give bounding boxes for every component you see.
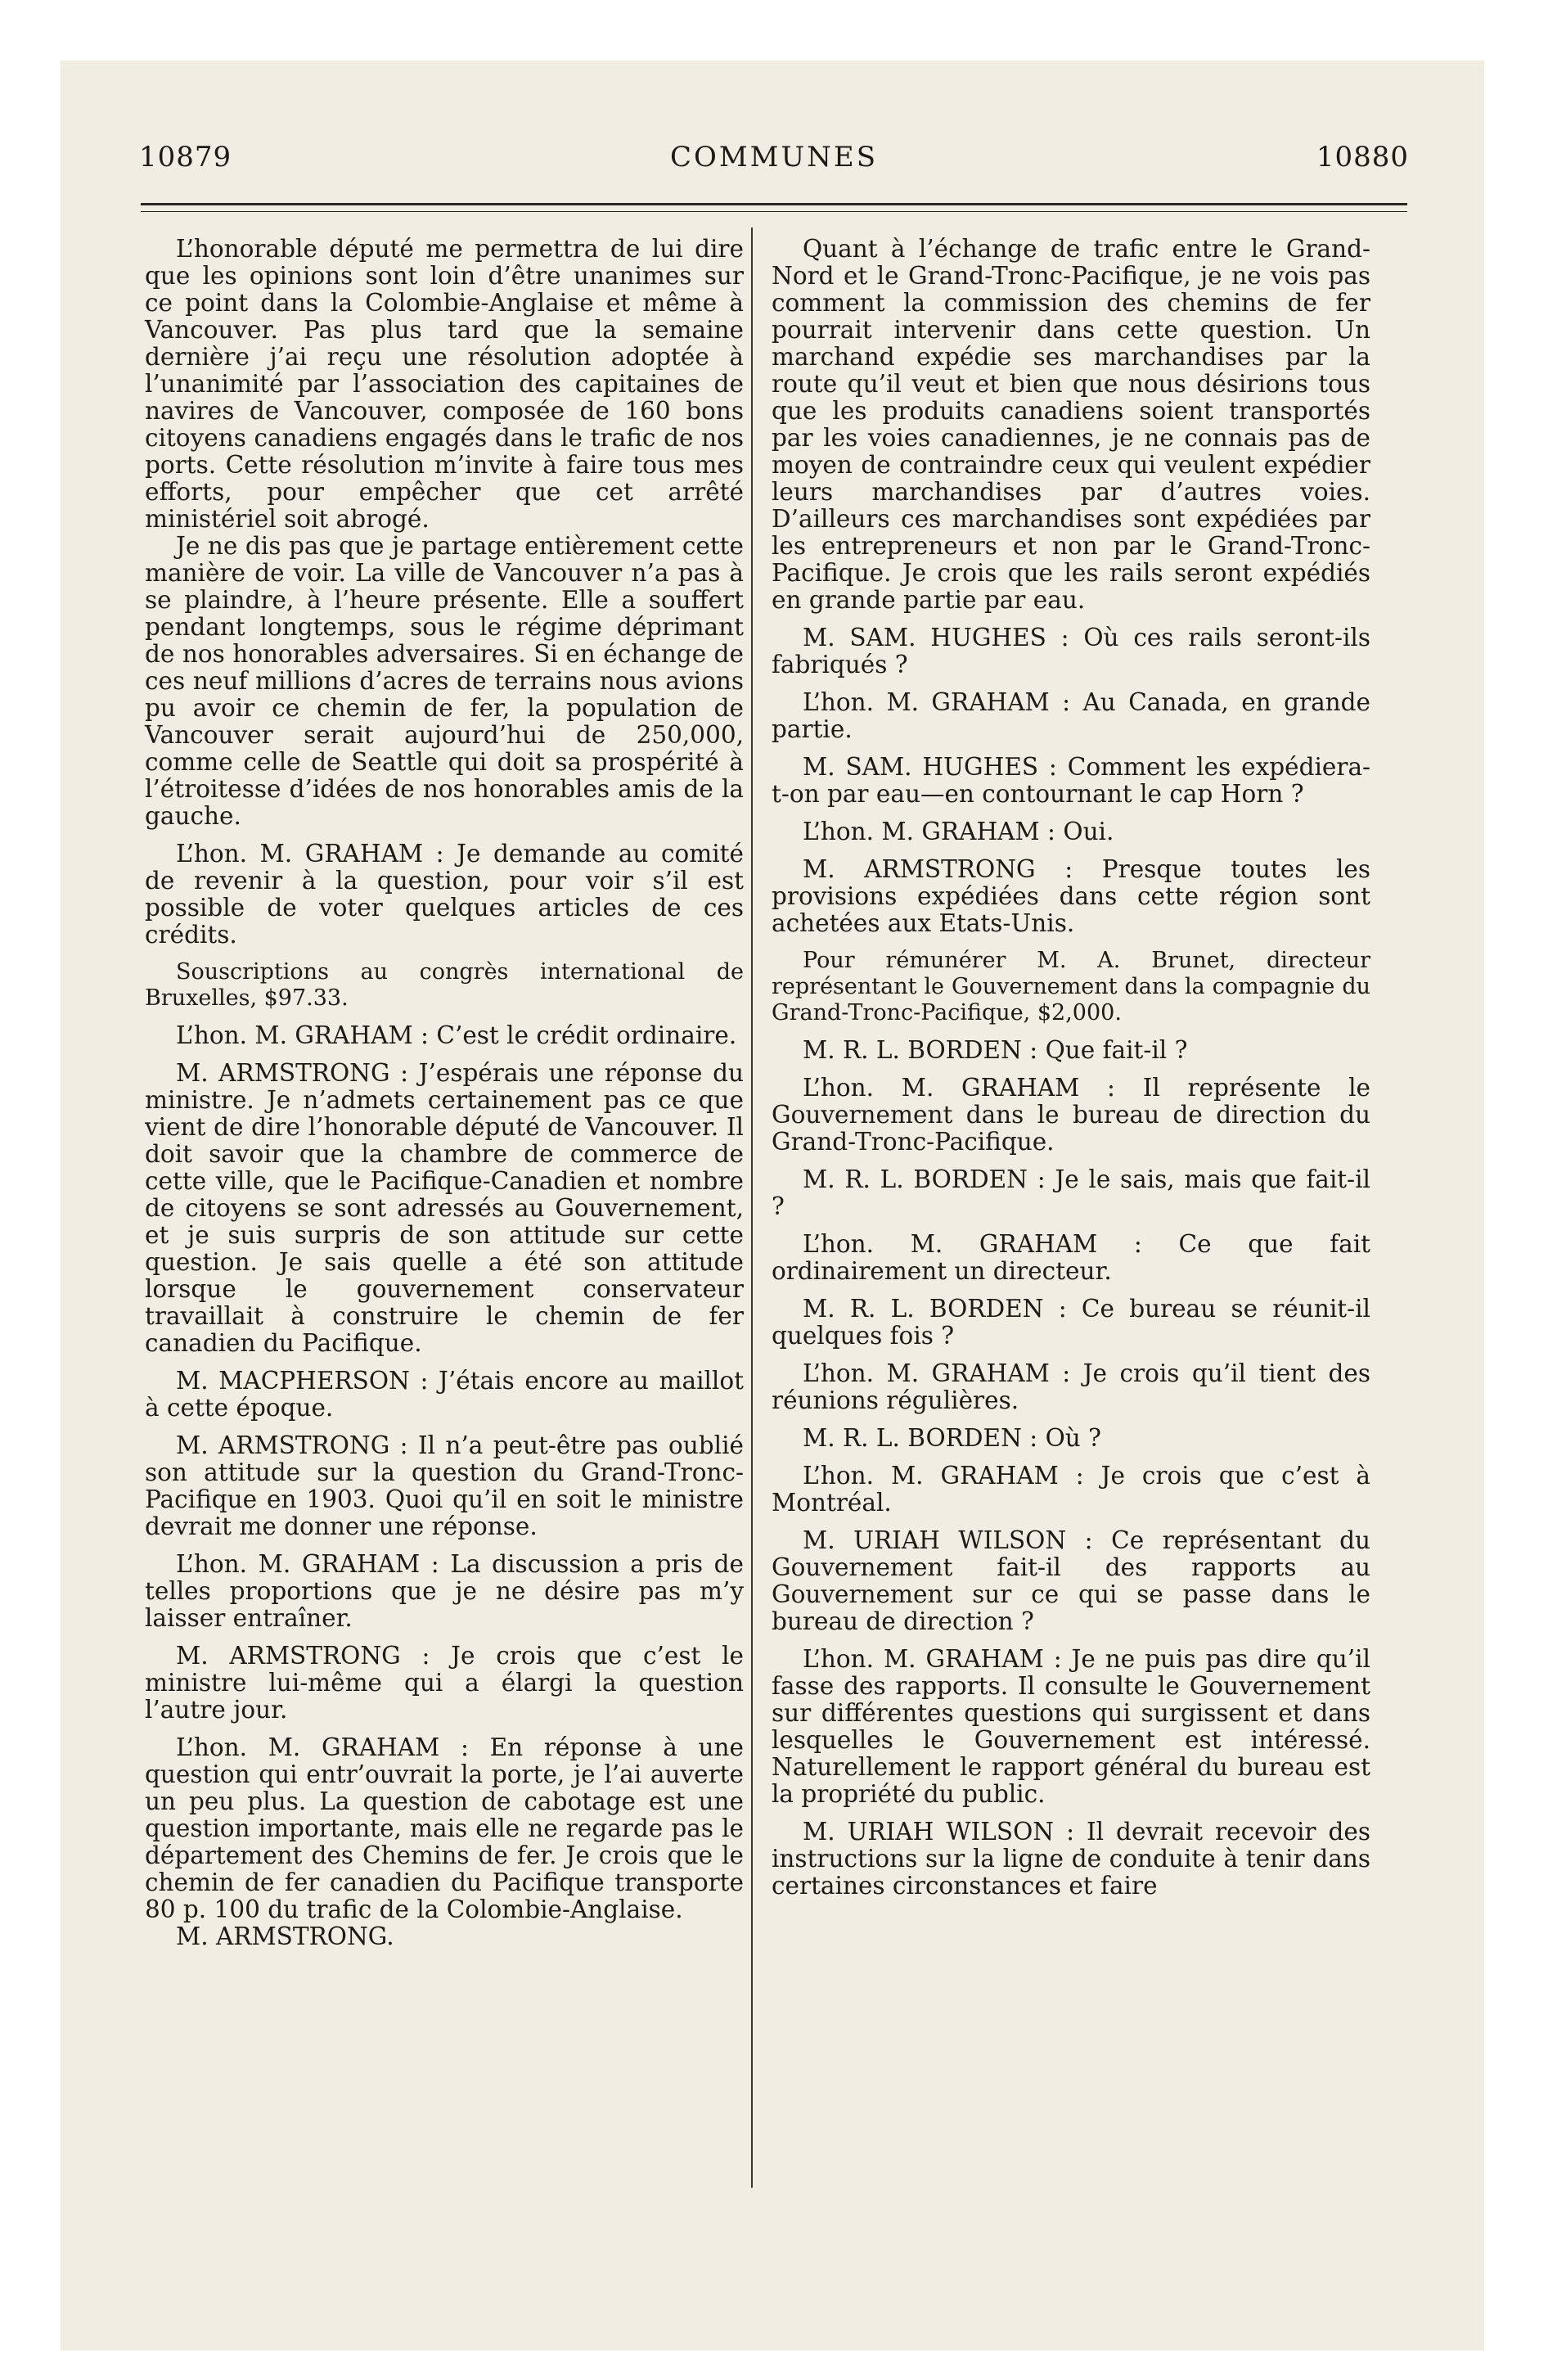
paragraph: M. R. L. BORDEN : Je le sais, mais que fait-il ? [772,1165,1370,1220]
paragraph: M. R. L. BORDEN : Où ? [803,1424,1101,1452]
paragraph: Quant à l’échange de trafic entre le Grand-Nord et le Grand-Tronc-Pacifique, je ne vois pas comment la commission des chemins de fer pourrait intervenir dans cette question. Un marchand expédie ses marchandises par la route qu’il veut et bien que nous désirions tous que les produits canadiens soient transportés par les voies canadiennes, je ne connais pas de moyen de contraindre ceux qui veulent expédier leurs marchandises par d’autres voies. D’ailleurs ces marchandises sont expédiées par les entrepreneurs et non par le Grand-Tronc-Pacifique. Je crois que les rails seront expédiés en grande partie par eau. [772,235,1370,614]
column-divider [751,228,753,2188]
paragraph: M. ARMSTRONG : Presque toutes les provisions expédiées dans cette région sont achetées aux Etats-Unis. [772,855,1370,937]
paragraph: L’hon. M. GRAHAM : C’est le crédit ordinaire. [176,1021,737,1049]
paragraph: M. ARMSTRONG : J’espérais une réponse du ministre. Je n’admets certainement pas ce que vient de dire l’honorable député de Vancouver. Il doit savoir que la chambre de commerce de cette ville, que le Pacifique-Canadien et nombre de citoyens se sont adressés au Gouvernement, et je suis surpris de son attitude sur cette question. Je sais quelle a été son attitude lorsque le gouvernement conservateur travaillait à construire le chemin de fer canadien du Pacifique. [145,1059,744,1357]
page-title: COMMUNES [669,141,879,174]
paragraph: L’hon. M. GRAHAM : Je crois qu’il tient des réunions régulières. [772,1359,1370,1414]
header-rule-thin [141,211,1407,212]
header-rule-thick [141,203,1407,205]
paragraph: L’hon. M. GRAHAM : Je crois que c’est à Montréal. [772,1462,1370,1517]
paragraph: L’hon. M. GRAHAM : Je demande au comité de revenir à la question, pour voir s’il est possible de voter quelques articles de ces crédits. [145,840,744,949]
paragraph: L’hon. M. GRAHAM : Je ne puis pas dire qu’il fasse des rapports. Il consulte le Gouvernement sur différentes questions qui surgissent et dans lesquelles le Gouvernement est intéressé. Naturellement le rapport général du bureau est la propriété du public. [772,1645,1370,1808]
paragraph: M. URIAH WILSON : Il devrait recevoir des instructions sur la ligne de conduite à tenir dans certaines circonstances et faire [772,1818,1370,1900]
paragraph: L’hon. M. GRAHAM : En réponse à une question qui entr’ouvrait la porte, je l’ai auverte un peu plus. La question de cabotage est une question importante, mais elle ne regarde pas le département des Chemins de fer. Je crois que le chemin de fer canadien du Pacifique transporte 80 p. 100 du trafic de la Colombie-Anglaise. [145,1733,744,1923]
paragraph: M. ARMSTRONG : Il n’a peut-être pas oublié son attitude sur la question du Grand-Tronc-Pacifique en 1903. Quoi qu’il en soit le ministre devrait me donner une réponse. [145,1431,744,1540]
paragraph: Je ne dis pas que je partage entièrement cette manière de voir. La ville de Vancouver n’a pas à se plaindre, à l’heure présente. Elle a souffert pendant longtemps, sous le régime déprimant de nos honorables adversaires. Si en échange de ces neuf millions d’acres de terrains nous avions pu avoir ce chemin de fer, la population de Vancouver serait aujourd’hui de 250,000, comme celle de Seattle qui doit sa prospérité à l’étroitesse d’idées de nos honorables amis de la gauche. [145,532,744,830]
paragraph: L’hon. M. GRAHAM : Oui. [803,818,1114,845]
paragraph: M. R. L. BORDEN : Que fait-il ? [803,1036,1188,1064]
paragraph: Pour rémunérer M. A. Brunet, directeur représentant le Gouvernement dans la compagnie du Grand-Tronc-Pacifique, $2,000. [772,948,1370,1025]
left-column [145,236,744,1961]
paragraph: L’hon. M. GRAHAM : La discussion a pris de telles proportions que je ne désire pas m’y laisser entraîner. [145,1550,744,1632]
paragraph: M. MACPHERSON : J’étais encore au maillot à cette époque. [145,1367,744,1422]
right-column [772,236,1370,1910]
paragraph: L’honorable député me permettra de lui dire que les opinions sont loin d’être unanimes sur ce point dans la Colombie-Anglaise et même à Vancouver. Pas plus tard que la semaine dernière j’ai reçu une résolution adoptée à l’unanimité par l’association des capitaines de navires de Vancouver, composée de 160 bons citoyens canadiens engagés dans le trafic de nos ports. Cette résolution m’invite à faire tous mes efforts, pour empêcher que cet arrêté ministériel soit abrogé. [145,235,744,533]
paragraph: M. ARMSTRONG. [176,1922,394,1950]
paragraph: L’hon. M. GRAHAM : Ce que fait ordinairement un directeur. [772,1230,1370,1285]
page-number-right: 10880 [1316,141,1409,174]
page-header [139,141,1409,174]
paragraph: M. R. L. BORDEN : Ce bureau se réunit-il quelques fois ? [772,1295,1370,1350]
page-number-left: 10879 [139,141,232,174]
paragraph: M. URIAH WILSON : Ce représentant du Gouvernement fait-il des rapports au Gouvernement sur ce qui se passe dans le bureau de direction ? [772,1526,1370,1635]
paragraph: M. ARMSTRONG : Je crois que c’est le ministre lui-même qui a élargi la question l’autre jour. [145,1642,744,1724]
paragraph: Souscriptions au congrès international de Bruxelles, $97.33. [145,959,744,1011]
paragraph: M. SAM. HUGHES : Où ces rails seront-ils fabriqués ? [772,624,1370,678]
paragraph: M. SAM. HUGHES : Comment les expédiera-t-on par eau—en contournant le cap Horn ? [772,753,1370,808]
paragraph: L’hon. M. GRAHAM : Il représente le Gouvernement dans le bureau de direction du Grand-Tronc-Pacifique. [772,1074,1370,1156]
paragraph: L’hon. M. GRAHAM : Au Canada, en grande partie. [772,688,1370,743]
